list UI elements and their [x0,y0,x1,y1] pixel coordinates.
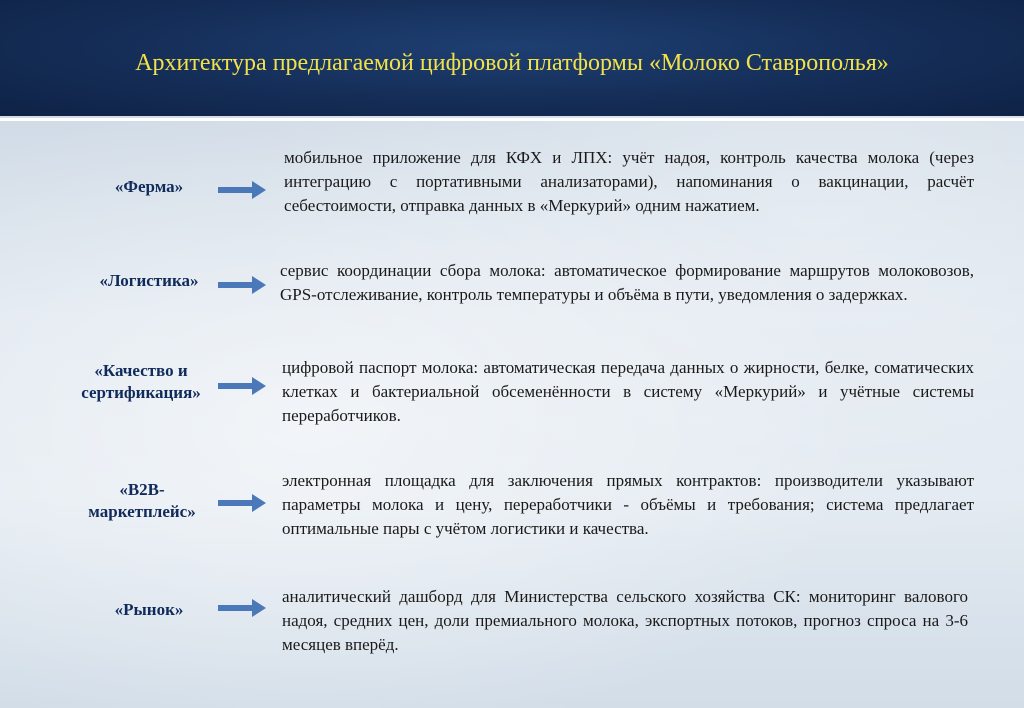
row-label-quality: «Качество и сертификация» [81,361,201,402]
arrow-right-icon [218,181,266,199]
arrow-right-icon [218,276,266,294]
row-label-farm: «Ферма» [114,177,184,196]
row-desc-quality: цифровой паспорт молока: автоматическая передача данных о жирности, белке, соматических клетках и бактериальной обсеменённости в систему «Меркурий» и учётные системы переработчиков. [282,358,974,425]
arrow-right-icon [218,599,266,617]
arrow-right-icon [218,494,266,512]
slide-title: Архитектура предлагаемой цифровой платформы «Молоко Ставрополья» [135,50,889,76]
row-label-market: «Рынок» [114,600,184,619]
row-label-logistics: «Логистика» [99,271,199,290]
row-desc-market: аналитический дашборд для Министерства сельского хозяйства СК: мониторинг валового надоя, средних цен, доли премиального молока, экспортных потоков, прогноз спроса на 3-6 месяцев вперёд. [282,587,968,654]
row-desc-b2b: электронная площадка для заключения прямых контрактов: производители указывают параметры молока и цену, переработчики - объёмы и требования; система предлагает оптимальные пары с учётом логистики и качества. [282,471,974,538]
row-desc-logistics: сервис координации сбора молока: автоматическое формирование маршрутов молоковозов, GPS-отслеживание, контроль температуры и объёма в пути, уведомления о задержках. [280,261,974,304]
header-divider [0,118,1024,121]
arrow-right-icon [218,377,266,395]
row-label-b2b: «B2B-маркетплейс» [88,480,196,521]
row-desc-farm: мобильное приложение для КФХ и ЛПХ: учёт надоя, контроль качества молока (через интеграцию с портативными анализаторами), напоминания о вакцинации, расчёт себестоимости, отправка данных в «Меркурий» одним нажатием. [284,148,974,215]
